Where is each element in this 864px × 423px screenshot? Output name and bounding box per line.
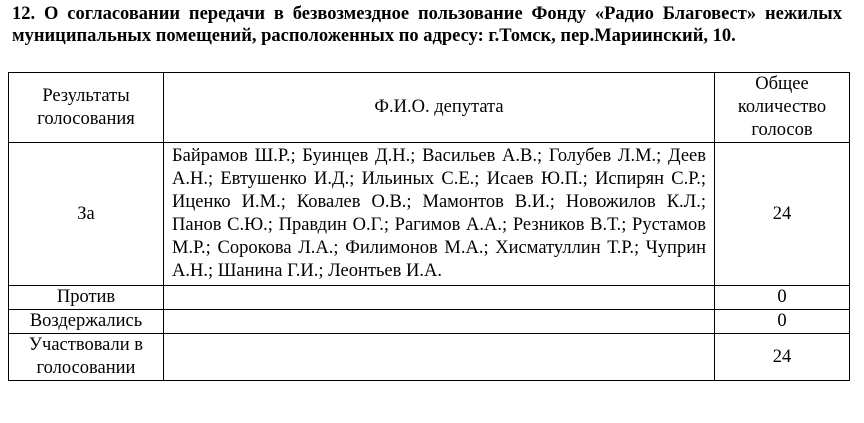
vote-count: 24 bbox=[715, 143, 850, 286]
deputy-names-list bbox=[164, 334, 715, 381]
deputy-names-list bbox=[164, 310, 715, 334]
result-label: Против bbox=[9, 286, 164, 310]
header-voting-results: Результаты голосования bbox=[9, 73, 164, 143]
result-label: Воздержались bbox=[9, 310, 164, 334]
agenda-item-heading: 12. О согласовании передачи в безвозмездное пользование Фонду «Радио Благовест» нежилых муниципальных помещений, расположенных по адресу: г.Томск, пер.Мариинский, 10. bbox=[12, 4, 842, 46]
table-row-abstained bbox=[9, 310, 850, 334]
deputy-names-list bbox=[164, 286, 715, 310]
header-deputy-names: Ф.И.О. депутата bbox=[164, 73, 715, 143]
table-row-for bbox=[9, 143, 850, 286]
table-row-against bbox=[9, 286, 850, 310]
table-header-row bbox=[9, 73, 850, 143]
vote-count: 24 bbox=[715, 334, 850, 381]
header-total-votes: Общее количество голосов bbox=[715, 73, 850, 143]
vote-count: 0 bbox=[715, 310, 850, 334]
voting-results-table bbox=[8, 72, 850, 381]
result-label: За bbox=[9, 143, 164, 286]
vote-count: 0 bbox=[715, 286, 850, 310]
deputy-names-list: Байрамов Ш.Р.; Буинцев Д.Н.; Васильев А.В.; Голубев Л.М.; Деев А.Н.; Евтушенко И.Д.; Ильиных С.Е.; Исаев Ю.П.; Испирян С.Р.; Иценко И.М.; Ковалев О.В.; Мамонтов В.И.; Новожилов К.Л.; Панов С.Ю.; Правдин О.Г.; Рагимов А.А.; Резников В.Т.; Рустамов М.Р.; Сорокова Л.А.; Филимонов М.А.; Хисматуллин Т.Р.; Чуприн А.Н.; Шанина Г.И.; Леонтьев И.А. bbox=[164, 143, 715, 286]
table-row-participated bbox=[9, 334, 850, 381]
result-label: Участвовали в голосовании bbox=[9, 334, 164, 381]
